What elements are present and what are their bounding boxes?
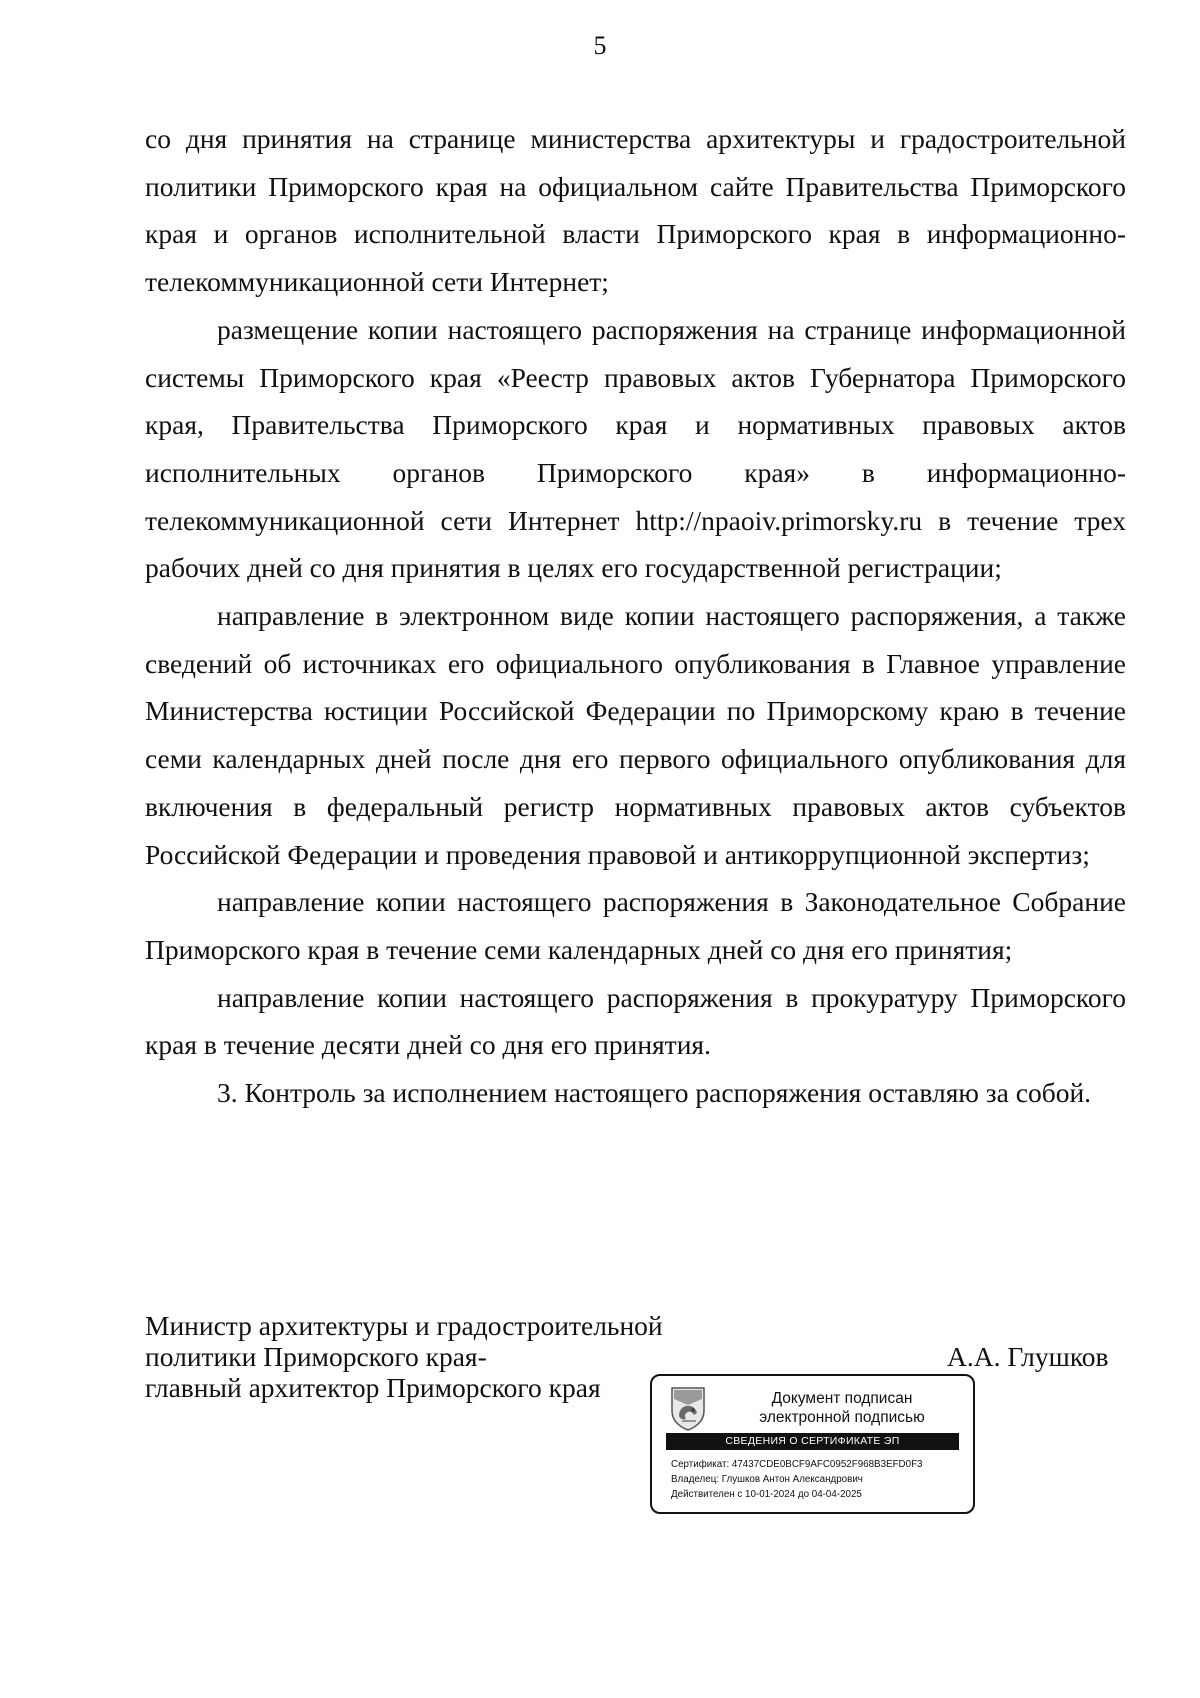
coat-of-arms-icon <box>668 1385 708 1431</box>
certificate-number: Сертификат: 47437CDE0BCF9AFC0952F968B3EFD0F3 <box>671 1459 923 1470</box>
paragraph-control-clause: 3. Контроль за исполнением настоящего распоряжения оставляю за собой. <box>217 1077 1092 1109</box>
paragraph-publication-site: со дня принятия на странице министерства архитектуры и градостроительной политики Приморского края на официальном сайте Правительства Приморского края и органов исполнительной власти Приморского края в информационно-телекоммуникационной сети Интернет; <box>145 123 1126 298</box>
electronic-signature-stamp <box>650 1374 975 1514</box>
paragraph-registry-placement: размещение копии настоящего распоряжения на странице информационной системы Приморского края «Реестр правовых актов Губернатора Приморского края, Правительства Приморского края и нормативных правовых актов исполнительных органов Приморского края» в информационно-телекоммуникационной сети Интернет http://npaoiv.primorsky.ru в течение трех рабочих дней со дня принятия в целях его государственной регистрации; <box>145 313 1126 584</box>
stamp-certificate-details <box>671 1457 923 1502</box>
certificate-owner: Владелец: Глушков Антон Александрович <box>671 1474 863 1485</box>
paragraph-ministry-of-justice: направление в электронном виде копии настоящего распоряжения, а также сведений об источниках его официального опубликования в Главное управление Министерства юстиции Российской Федерации по Приморскому краю в течение семи календарных дней после дня его первого официального опубликования для включения в федеральный регистр нормативных правовых актов субъектов Российской Федерации и проведения правовой и антикоррупционной экспертиз; <box>145 600 1126 870</box>
page-number: 5 <box>593 31 607 60</box>
paragraph-prosecutor: направление копии настоящего распоряжения в прокуратуру Приморского края в течение десяти дней со дня его принятия. <box>145 981 1126 1061</box>
stamp-title-line: электронной подписью <box>759 1409 925 1426</box>
stamp-certificate-header: СВЕДЕНИЯ О СЕРТИФИКАТЕ ЭП <box>666 1433 959 1450</box>
paragraph-legislative-assembly: направление копии настоящего распоряжения в Законодательное Собрание Приморского края в течение семи календарных дней со дня его принятия; <box>145 886 1126 965</box>
signatory-position-line: Министр архитектуры и градостроительной <box>145 1310 663 1341</box>
signatory-position-line: главный архитектор Приморского края <box>145 1372 601 1403</box>
document-body <box>145 115 1126 1117</box>
signatory-position-line: политики Приморского края- <box>145 1341 487 1372</box>
signatory-name: А.А. Глушков <box>947 1341 1109 1372</box>
stamp-title-line: Документ подписан <box>771 1390 913 1407</box>
stamp-title <box>714 1389 970 1427</box>
certificate-validity: Действителен с 10-01-2024 до 04-04-2025 <box>671 1489 862 1500</box>
signatory-position <box>145 1310 663 1403</box>
